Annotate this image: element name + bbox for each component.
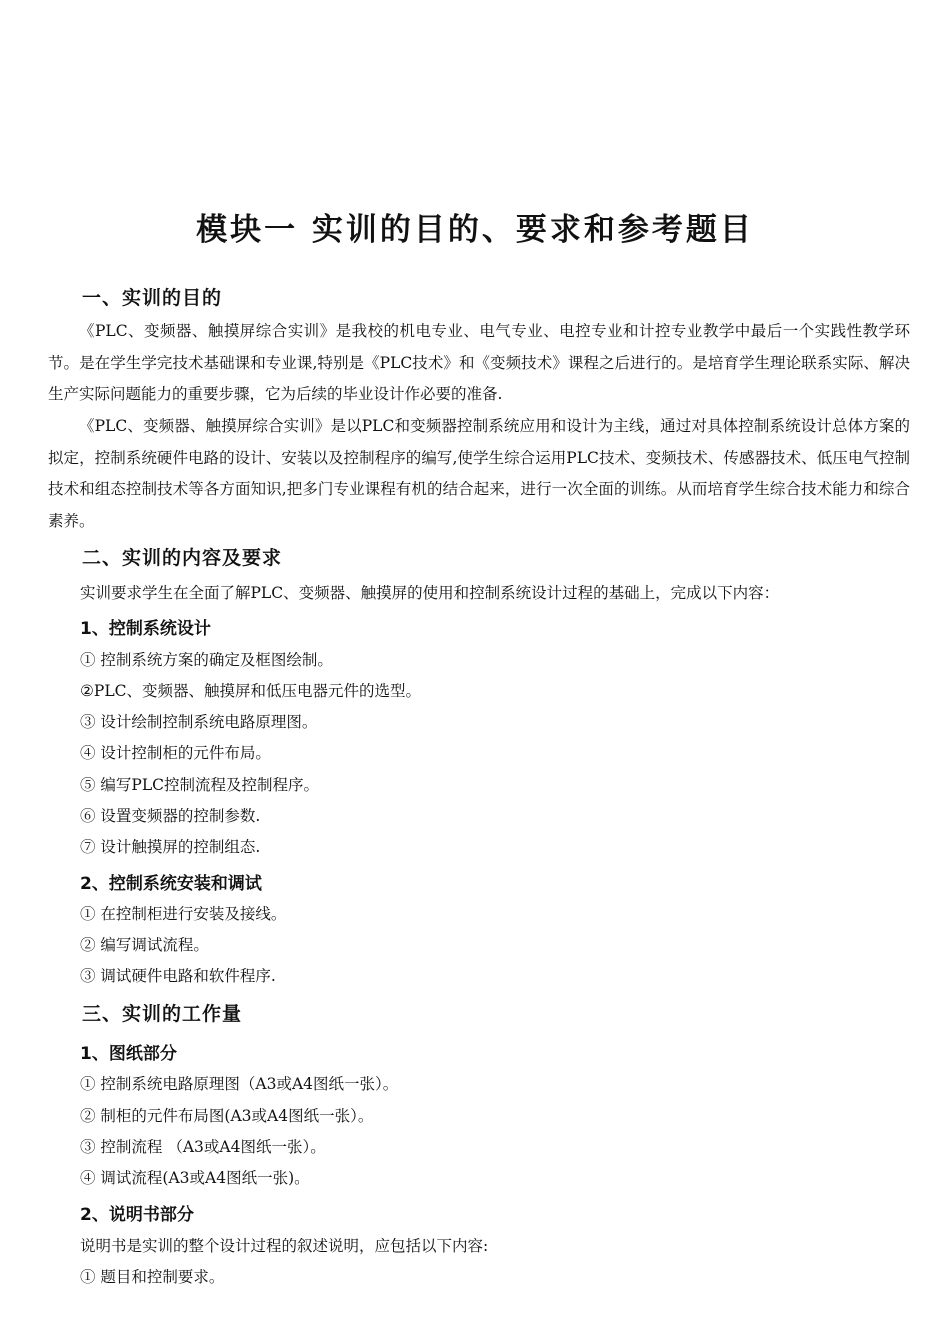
- list-item: ② 编写调试流程。: [80, 936, 209, 954]
- list-item: ① 控制系统方案的确定及框图绘制。: [80, 651, 333, 669]
- paragraph-purpose-2: 《PLC、变频器、触摸屏综合实训》是以PLC和变频器控制系统应用和设计为主线，通过对具体控制系统设计总体方案的拟定，控制系统硬件电路的设计、安装以及控制程序的编写,使学生综合运用PLC技术、变频技术、传感器技术、低压电气控制技术和组态控制技术等各方面知识,把多门专业课程有机的结合起来，进行一次全面的训练。从而培育学生综合技术能力和综合素养。: [48, 417, 910, 530]
- list-item: ②PLC、变频器、触摸屏和低压电器元件的选型。: [80, 682, 421, 700]
- subheading-drawings: 1、图纸部分: [80, 1044, 177, 1064]
- list-item: ⑤ 编写PLC控制流程及控制程序。: [80, 776, 320, 794]
- list-item: ③ 控制流程 （A3或A4图纸一张）。: [80, 1138, 326, 1156]
- list-item: ⑦ 设计触摸屏的控制组态.: [80, 838, 261, 856]
- section-heading-workload: 三、实训的工作量: [82, 1003, 243, 1025]
- subheading-install-debug: 2、控制系统安装和调试: [80, 874, 262, 894]
- list-item: ③ 调试硬件电路和软件程序.: [80, 967, 276, 985]
- list-item: ④ 设计控制柜的元件布局。: [80, 744, 271, 762]
- list-item: ① 在控制柜进行安装及接线。: [80, 905, 287, 923]
- list-item: ① 控制系统电路原理图（A3或A4图纸一张）。: [80, 1075, 399, 1093]
- list-item: ⑥ 设置变频器的控制参数.: [80, 807, 261, 825]
- paragraph-purpose-1: 《PLC、变频器、触摸屏综合实训》是我校的机电专业、电气专业、电控专业和计控专业教学中最后一个实践性教学环节。是在学生学完技术基础课和专业课,特别是《PLC技术》和《变频技术》课程之后进行的。是培育学生理论联系实际、解决生产实际问题能力的重要步骤，它为后续的毕业设计作必要的准备.: [48, 322, 910, 403]
- section-content-intro: 实训要求学生在全面了解PLC、变频器、触摸屏的使用和控制系统设计过程的基础上，完成以下内容：: [80, 584, 780, 602]
- subheading-manual: 2、说明书部分: [80, 1205, 194, 1225]
- list-item: ④ 调试流程(A3或A4图纸一张)。: [80, 1169, 310, 1187]
- manual-intro: 说明书是实训的整个设计过程的叙述说明，应包括以下内容:: [80, 1237, 489, 1255]
- list-item: ① 题目和控制要求。: [80, 1268, 225, 1286]
- page-title: 模块一 实训的目的、要求和参考题目: [196, 212, 754, 248]
- subheading-system-design: 1、控制系统设计: [80, 619, 211, 639]
- list-item: ③ 设计绘制控制系统电路原理图。: [80, 713, 318, 731]
- section-heading-purpose: 一、实训的目的: [82, 287, 223, 309]
- list-item: ② 制柜的元件布局图(A3或A4图纸一张）。: [80, 1107, 374, 1125]
- section-heading-content: 二、实训的内容及要求: [82, 547, 283, 569]
